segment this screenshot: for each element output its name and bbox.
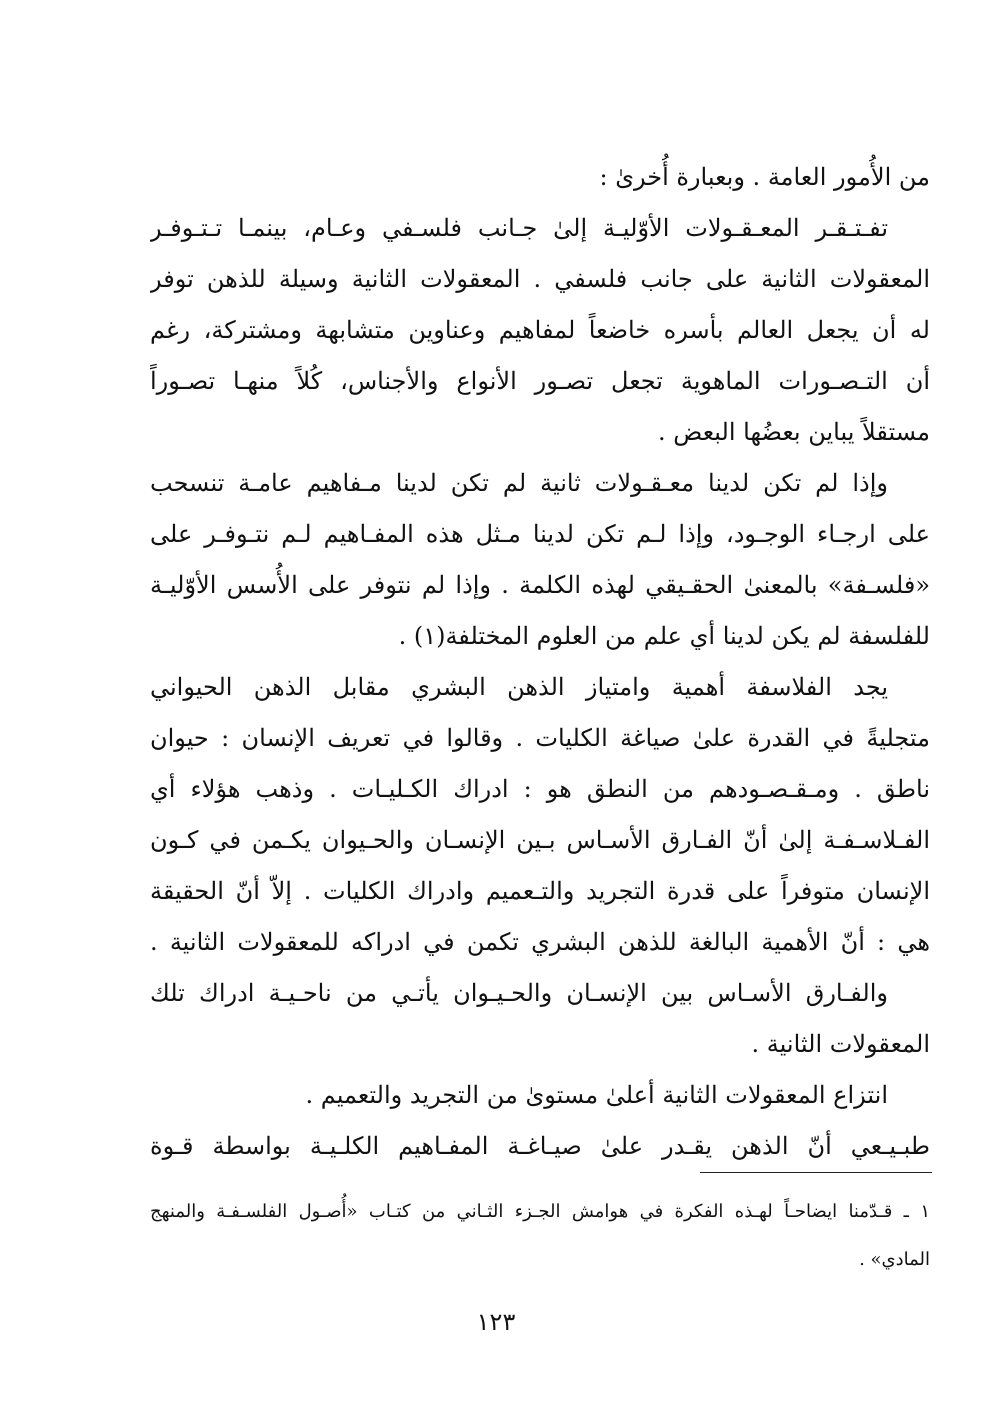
body-line: طبـيـعي أنّ الذهن يقـدر علىٰ صيـاغـة المفـاهيم الكلـيـة بواسطة قـوة <box>150 1132 930 1160</box>
body-line: «فلسـفة» بالمعنىٰ الحقـيقي لهذه الكلمة . وإذا لم نتوفر على الأُسس الأوّليـة <box>150 571 930 599</box>
body-line: ناطق . ومـقـصـودهم من النطق هو : ادراك الكـليـات . وذهب هؤلاء أي <box>150 775 930 803</box>
footnote-divider <box>700 1172 932 1173</box>
body-line: المعقولات الثانية على جانب فلسفي . المعقولات الثانية وسيلة للذهن توفر <box>150 265 930 293</box>
page-number: ١٢٣ <box>476 1308 516 1336</box>
footnote <box>150 1188 930 1284</box>
body-line: انتزاع المعقولات الثانية أعلىٰ مستوىٰ من التجريد والتعميم . <box>305 1081 888 1109</box>
body-line: من الأُمور العامة . وبعبارة أُخرىٰ : <box>599 163 930 191</box>
body-line: وإذا لم تكن لدينا معـقـولات ثانية لم تكن لدينا مـفاهيم عامـة تنسحب <box>150 469 888 497</box>
footnote-line: ١ ـ قـدّمنا ايضاحـاً لهـذه الفكرة في هوامش الجـزء الثـاني من كتـاب «أُصـول الفلسـفـة والمنهج <box>150 1201 930 1222</box>
body-line: للفلسفة لم يكن لدينا أي علم من العلوم المختلفة(١) . <box>398 622 930 650</box>
body-line: يجد الفلاسفة أهمية وامتياز الذهن البشري مقابل الذهن الحيواني <box>150 673 888 701</box>
body-line: متجليةً في القدرة علىٰ صياغة الكليات . وقالوا في تعريف الإنسان : حيوان <box>150 724 930 752</box>
body-text <box>150 152 930 1172</box>
body-line: هي : أنّ الأهمية البالغة للذهن البشري تكمن في ادراكه للمعقولات الثانية . <box>150 928 930 956</box>
body-line: على ارجـاء الوجـود، وإذا لـم تكن لدينا مـثل هذه المفـاهيم لـم نتـوفـر على <box>150 520 930 548</box>
body-line: أن التـصـورات الماهوية تجعل تصـور الأنواع والأجناس، كُلاً منهـا تصـوراً <box>150 367 930 395</box>
body-line: له أن يجعل العالم بأسره خاضعاً لمفاهيم وعناوين متشابهة ومشتركة، رغم <box>150 316 930 344</box>
body-line: تفـتـقـر المعـقـولات الأوّليـة إلىٰ جـانب فلسـفي وعـام، بينمـا تـتـوفـر <box>150 214 888 242</box>
footnote-line: المادي» . <box>859 1249 930 1270</box>
body-line: الإنسان متوفراً على قدرة التجريد والتـعميم وادراك الكليات . إلاّ أنّ الحقيقة <box>150 877 930 905</box>
body-line: المعقولات الثانية . <box>751 1030 930 1058</box>
body-line: الفـلاسـفـة إلىٰ أنّ الفـارق الأسـاس بـين الإنسـان والحـيوان يكـمن في كـون <box>150 826 930 854</box>
body-line: مستقلاً يباين بعضُها البعض . <box>658 418 930 446</box>
body-line: والفـارق الأسـاس بين الإنسـان والحـيـوان يأتـي من ناحـيـة ادراك تلك <box>150 979 888 1007</box>
